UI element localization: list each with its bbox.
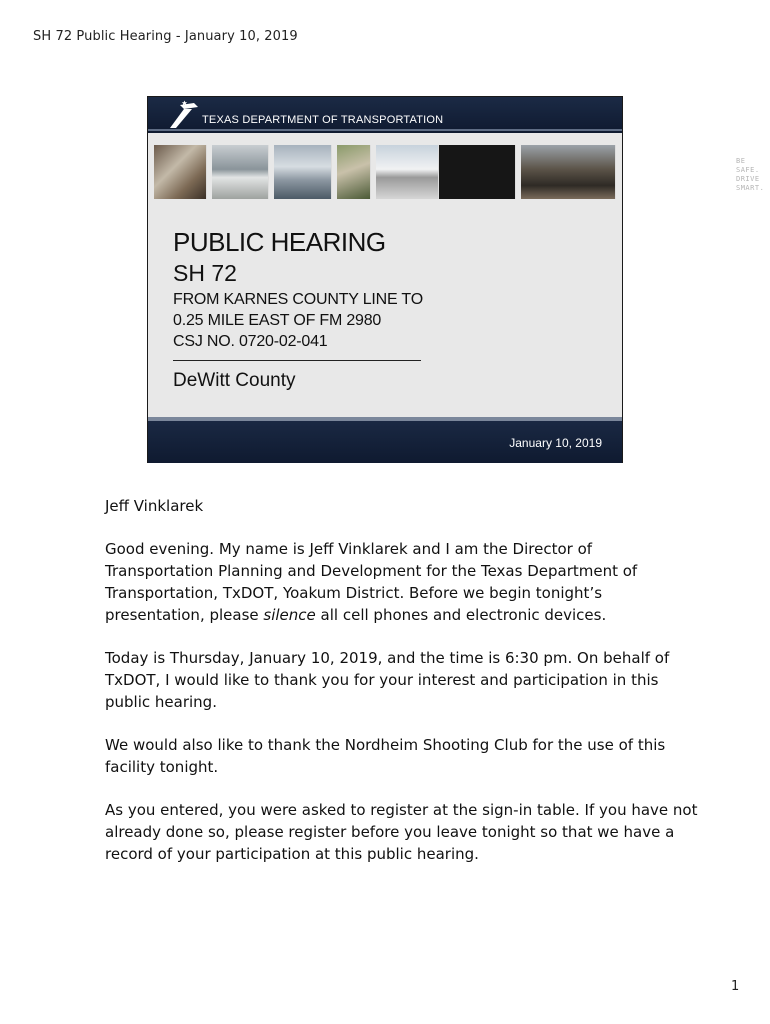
slide-top-banner (148, 97, 622, 133)
speaker-notes (105, 495, 705, 886)
speaker-name: Jeff Vinklarek (105, 497, 204, 515)
message-sign-text: BE SAFE. DRIVE SMART. (736, 157, 765, 192)
banner-stripe (148, 129, 622, 131)
bottom-banner-stripe (148, 417, 622, 421)
notes-paragraph-3: We would also like to thank the Nordheim Shooting Club for the use of this facility tonight. (105, 736, 666, 776)
slide-title: PUBLIC HEARING (173, 227, 386, 257)
slide-thumbnail (147, 96, 765, 463)
title-divider (173, 360, 421, 361)
hearing-date: Thursday, January 10, 2019, (169, 649, 383, 667)
cyclist-photo (337, 145, 371, 199)
photo-strip (154, 145, 765, 199)
slide-subtitle: SH 72 (173, 260, 237, 286)
txdot-star-logo-icon (162, 101, 200, 129)
slide-csj-number: CSJ NO. 0720-02-041 (173, 333, 328, 350)
notes-paragraph-1: Good evening. My name is Jeff Vinklarek and I am the Director of Transportation Planning and Development for the Texas Department of Transportation, TxDOT, Yoakum District. Before we begin tonight’s presentation, please silence all cell phones and electronic devices. (105, 540, 638, 624)
people-photo (154, 145, 207, 199)
slide-date: January 10, 2019 (509, 436, 602, 450)
venue-name: Nordheim Shooting Club (344, 736, 528, 754)
page-header: SH 72 Public Hearing - January 10, 2019 (33, 29, 298, 44)
emphasis-silence: silence (263, 606, 316, 624)
agency-name: TEXAS DEPARTMENT OF TRANSPORTATION (202, 114, 444, 126)
meeting-photo (521, 145, 616, 199)
ferry-photo (274, 145, 332, 199)
message-sign-photo (439, 145, 765, 199)
airplane-photo (212, 145, 269, 199)
notes-paragraph-4: As you entered, you were asked to register at the sign-in table. If you have not already done so, please register before you leave tonight so that we have a record of your participation at this public hearing. (105, 801, 698, 863)
page-number: 1 (731, 979, 740, 994)
bridge-truck-photo (376, 145, 439, 199)
slide-county: DeWitt County (173, 370, 296, 391)
notes-paragraph-2: Today is Thursday, January 10, 2019, and the time is 6:30 pm. On behalf of TxDOT, I would like to thank you for your interest and participation in this public hearing. (105, 649, 670, 711)
slide-limits-line-1: FROM KARNES COUNTY LINE TO (173, 291, 423, 308)
slide-limits-line-2: 0.25 MILE EAST OF FM 2980 (173, 312, 382, 329)
slide-bottom-banner (148, 417, 622, 463)
